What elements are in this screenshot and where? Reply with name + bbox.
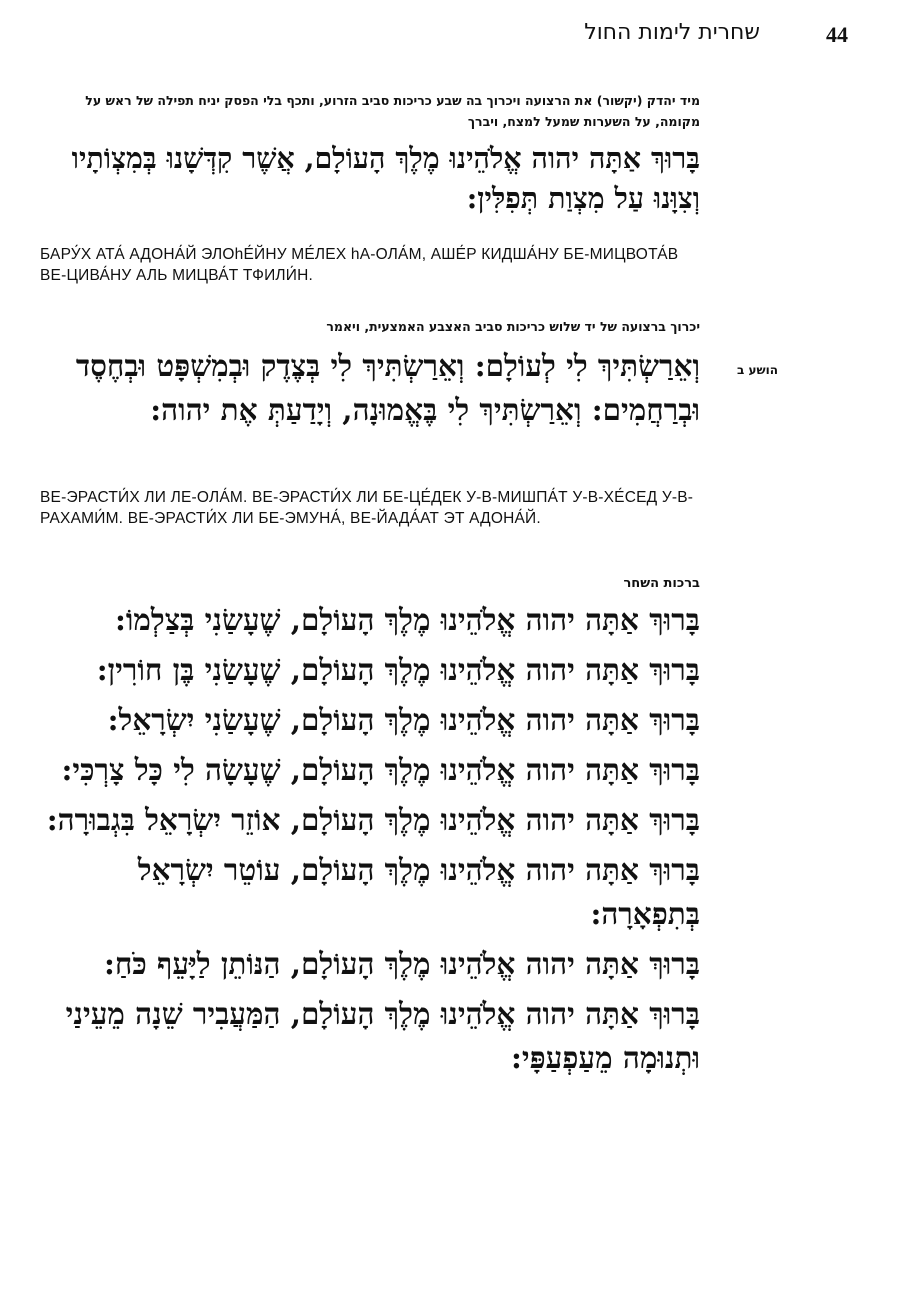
morning-blessing: בָּרוּךְ אַתָּה יהוה אֱלֹהֵינוּ מֶלֶךְ הָעוֹלָם, שֶׁעָשָׂה לִי כָּל צָרְכִּי:	[61, 752, 700, 787]
running-title: שחרית לימות החול	[584, 20, 760, 45]
tefillin-instruction: מיד יהדק (יקשור) את הרצועה ויכרוך בה שבע כריכות סביב הזרוע, ותכף בלי הפסק יניח תפילה של ראש על מקומה, על השערות שמעל למצח, ויברך	[85, 93, 700, 129]
morning-blessings-list	[40, 598, 700, 1086]
morning-blessing: בָּרוּךְ אַתָּה יהוה אֱלֹהֵינוּ מֶלֶךְ הָעוֹלָם, אוֹזֵר יִשְׂרָאֵל בִּגְבוּרָה:	[46, 802, 700, 837]
morning-blessing: בָּרוּךְ אַתָּה יהוה אֱלֹהֵינוּ מֶלֶךְ הָעוֹלָם, שֶׁעָשַׂנִי בְּצַלְמוֹ:	[114, 602, 700, 637]
section-title: ברכות השחר	[623, 576, 700, 591]
verse-source-reference: הושע ב	[737, 363, 778, 377]
tefillin-blessing-transliteration: БАРУ́Х АТА́ АДОНА́Й ЭЛОhЕ́ЙНУ МЕ́ЛЕХ hА-ОЛА́М, АШЕ́Р КИДША́НУ БЕ-МИЦВОТА́В ВЕ-ЦИВА́НУ АЛЬ МИЦВА́Т ТФИЛИ́Н.	[40, 246, 679, 284]
tefillin-blessing-hebrew: בָּרוּךְ אַתָּה יהוה אֱלֹהֵינוּ מֶלֶךְ הָעוֹלָם, אֲשֶׁר קִדְּשָׁנוּ בְּמִצְוֹתָיו וְצִוָּנוּ עַל מִצְוַת תְּפִלִּין:	[71, 141, 700, 215]
morning-blessing: בָּרוּךְ אַתָּה יהוה אֱלֹהֵינוּ מֶלֶךְ הָעוֹלָם, שֶׁעָשַׂנִי יִשְׂרָאֵל:	[107, 702, 700, 737]
page-number: 44	[826, 22, 848, 47]
morning-blessing: בָּרוּךְ אַתָּה יהוה אֱלֹהֵינוּ מֶלֶךְ הָעוֹלָם, הַנּוֹתֵן לַיָּעֵף כֹּחַ:	[104, 946, 700, 981]
morning-blessing: בָּרוּךְ אַתָּה יהוה אֱלֹהֵינוּ מֶלֶךְ הָעוֹלָם, הַמַּעֲבִיר שֵׁנָה מֵעֵינַי וּתְנוּמָה מֵעַפְעַפָּי:	[65, 996, 700, 1075]
finger-wrap-instruction: יכרוך ברצועה של יד שלוש כריכות סביב האצבע האמצעית, ויאמר	[326, 319, 700, 334]
morning-blessing: בָּרוּךְ אַתָּה יהוה אֱלֹהֵינוּ מֶלֶךְ הָעוֹלָם, שֶׁעָשַׂנִי בֶּן חוֹרִין:	[96, 652, 700, 687]
betrothal-verse-transliteration: ВЕ-ЭРАСТИ́Х ЛИ ЛЕ-ОЛА́М. ВЕ-ЭРАСТИ́Х ЛИ БЕ-ЦЕ́ДЕК У-В-МИШПА́Т У-В-ХЕ́СЕД У-В-РАХАМИ́М. ВЕ-ЭРАСТИ́Х ЛИ БЕ-ЭМУНА́, ВЕ-ЙАДА́АТ ЭТ АДОНА́Й.	[40, 489, 694, 527]
page-header	[40, 18, 848, 58]
betrothal-verse-hebrew: וְאֵרַשְׂתִּיךְ לִי לְעוֹלָם: וְאֵרַשְׂתִּיךְ לִי בְּצֶדֶק וּבְמִשְׁפָּט וּבְחֶסֶד וּבְרַחֲמִים: וְאֵרַשְׂתִּיךְ לִי בֶּאֱמוּנָה, וְיָדַעַתְּ אֶת יהוה:	[75, 348, 700, 427]
morning-blessing: בָּרוּךְ אַתָּה יהוה אֱלֹהֵינוּ מֶלֶךְ הָעוֹלָם, עוֹטֵר יִשְׂרָאֵל בְּתִפְאָרָה:	[137, 852, 700, 931]
